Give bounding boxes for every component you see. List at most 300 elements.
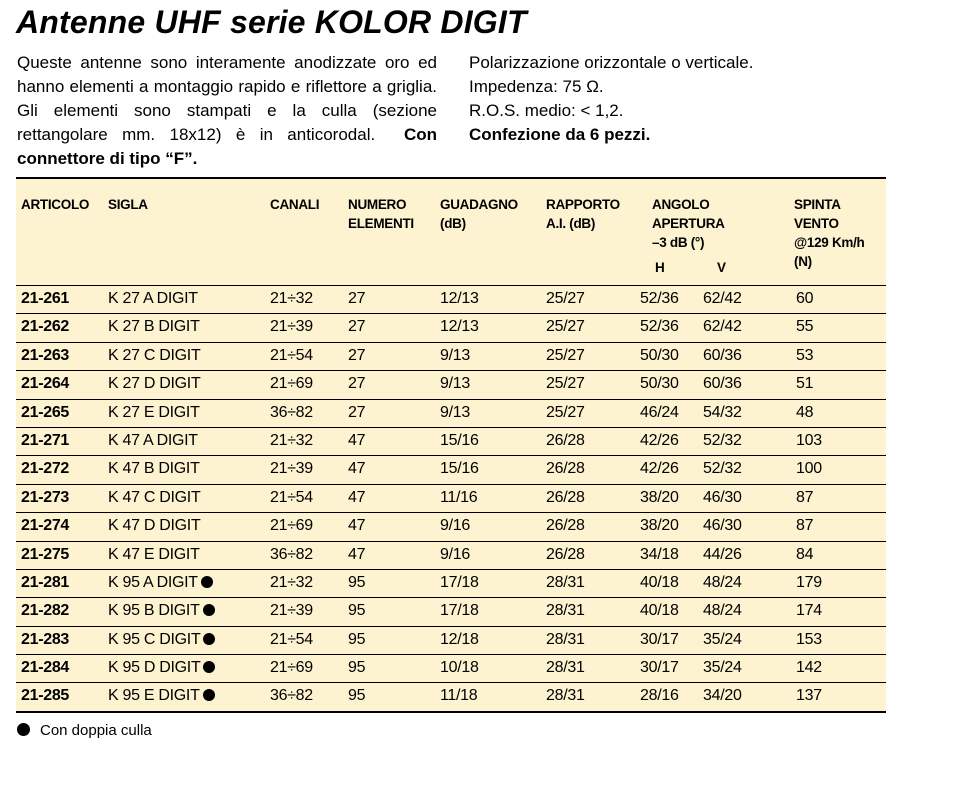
cell-spinta-text: 51 [796,375,814,393]
cell-guadagno-text: 12/13 [440,290,479,307]
cell-angolo-v-text: 62/42 [703,290,742,307]
cell-spinta-text: 84 [796,545,814,563]
table-row [16,683,886,712]
cell-spinta [796,659,822,677]
cell-articolo [21,404,69,422]
cell-numero-text: 47 [348,460,366,478]
cell-spinta [796,432,822,450]
cell-articolo [21,347,69,365]
cell-spinta-text: 48 [796,403,814,421]
cell-canali-text: 21÷32 [270,431,313,449]
cell-angolo-h [640,432,679,450]
cell-guadagno [440,574,479,592]
cell-sigla-text: K 27 D DIGIT [108,375,201,393]
cell-canali [270,318,313,336]
cell-sigla-text: K 27 C DIGIT [108,346,201,364]
header-rapporto-line2: A.I. (dB) [546,216,596,231]
cell-rapporto-text: 26/28 [546,517,585,535]
cell-sigla-text: K 47 A DIGIT [108,431,198,449]
cell-numero-text: 47 [348,545,366,563]
cell-rapporto [546,574,585,592]
cell-rapporto [546,517,585,535]
cell-rapporto [546,546,585,564]
cell-angolo-h [640,489,679,507]
double-cradle-dot-icon [203,604,215,616]
cell-articolo-text: 21-274 [21,517,70,535]
cell-spinta [796,460,822,478]
table-row [16,428,886,456]
header-rapporto [546,195,620,233]
cell-guadagno [440,659,479,677]
header-angolo-h [655,258,664,277]
cell-canali [270,574,313,592]
cell-angolo-v [703,659,742,677]
cell-numero [348,489,365,507]
cell-guadagno [440,375,470,393]
cell-guadagno-text: 10/18 [440,659,479,677]
cell-rapporto-text: 26/28 [546,460,585,478]
spec-ros: R.O.S. medio: < 1,2. [469,101,624,120]
cell-numero [348,602,365,620]
cell-canali-text: 21÷54 [270,630,313,648]
cell-numero [348,687,365,705]
cell-canali [270,290,313,308]
cell-angolo-h-text: 30/17 [640,659,679,677]
cell-guadagno [440,290,479,308]
cell-canali [270,404,313,422]
cell-numero-text: 27 [348,375,366,393]
cell-angolo-h [640,347,679,365]
cell-sigla [108,659,215,677]
cell-sigla [108,290,198,308]
cell-guadagno-text: 9/13 [440,403,470,421]
cell-angolo-h [640,687,679,705]
cell-articolo-text: 21-273 [21,488,70,506]
cell-angolo-v [703,687,742,705]
cell-rapporto [546,602,585,620]
cell-guadagno [440,602,479,620]
cell-canali-text: 21÷32 [270,290,313,307]
cell-canali-text: 21÷39 [270,318,313,336]
cell-guadagno-text: 11/16 [440,488,478,506]
cell-spinta-text: 53 [796,346,814,364]
cell-rapporto [546,489,585,507]
cell-numero-text: 95 [348,573,366,591]
cell-rapporto [546,460,585,478]
cell-rapporto-text: 28/31 [546,659,585,677]
cell-numero-text: 47 [348,431,366,449]
cell-articolo-text: 21-282 [21,602,70,620]
header-spinta-line2: VENTO [794,216,839,231]
header-numero-line2: ELEMENTI [348,216,414,231]
cell-guadagno-text: 12/18 [440,630,479,648]
cell-numero-text: 27 [348,318,366,336]
cell-canali-text: 36÷82 [270,545,313,563]
cell-rapporto-text: 26/28 [546,488,585,506]
cell-canali-text: 21÷69 [270,375,313,393]
header-sigla-label: SIGLA [108,197,148,212]
cell-angolo-h [640,602,679,620]
cell-angolo-h [640,404,679,422]
cell-canali [270,631,313,649]
cell-canali-text: 21÷69 [270,517,313,535]
cell-guadagno-text: 9/16 [440,545,470,563]
cell-numero [348,375,365,393]
cell-angolo-v-text: 48/24 [703,602,742,620]
table-row [16,570,886,598]
cell-spinta [796,404,813,422]
header-angolo-h-label: H [655,260,665,275]
cell-numero [348,546,365,564]
header-numero-line1: NUMERO [348,197,407,212]
cell-angolo-v [703,574,742,592]
cell-articolo [21,318,69,336]
cell-guadagno-text: 11/18 [440,687,478,705]
cell-spinta [796,290,813,308]
cell-rapporto [546,631,585,649]
double-cradle-dot-icon [203,633,215,645]
cell-guadagno-text: 9/13 [440,375,470,393]
cell-angolo-h-text: 50/30 [640,346,679,364]
intro-paragraph [17,51,437,171]
cell-numero [348,347,365,365]
cell-angolo-v-text: 44/26 [703,545,742,563]
specs-block [469,51,889,147]
spec-package: Confezione da 6 pezzi. [469,125,651,144]
cell-sigla [108,574,213,592]
cell-angolo-h [640,517,679,535]
table-row [16,513,886,541]
spec-polarization: Polarizzazione orizzontale o verticale. [469,53,754,72]
cell-angolo-v [703,318,742,336]
table-row [16,655,886,683]
cell-articolo [21,687,69,705]
cell-articolo-text: 21-263 [21,346,70,364]
cell-angolo-v [703,432,742,450]
header-spinta-line3: @129 Km/h [794,235,865,250]
cell-sigla-text: K 27 A DIGIT [108,290,198,307]
cell-sigla [108,489,200,507]
cell-sigla-text: K 95 D DIGIT [108,659,201,677]
cell-rapporto-text: 25/27 [546,375,585,393]
double-cradle-dot-icon [203,661,215,673]
cell-numero-text: 27 [348,403,366,421]
cell-sigla-text: K 47 C DIGIT [108,488,201,506]
table-header [16,179,886,286]
cell-spinta-text: 87 [796,517,814,535]
cell-articolo-text: 21-262 [21,318,70,336]
cell-spinta-text: 174 [796,602,822,620]
cell-canali-text: 21÷39 [270,602,313,620]
cell-guadagno-text: 17/18 [440,602,479,620]
cell-sigla [108,347,200,365]
cell-numero-text: 27 [348,346,366,364]
cell-guadagno [440,347,470,365]
cell-articolo [21,659,69,677]
header-articolo-label: ARTICOLO [21,197,90,212]
table-body [16,286,886,713]
cell-spinta-text: 153 [796,630,822,648]
cell-spinta [796,602,822,620]
cell-spinta-text: 142 [796,659,822,677]
cell-angolo-v-text: 48/24 [703,573,742,591]
cell-canali-text: 36÷82 [270,687,313,705]
cell-angolo-h-text: 52/36 [640,318,679,336]
cell-numero-text: 95 [348,630,366,648]
table-row [16,542,886,570]
cell-rapporto [546,375,585,393]
cell-rapporto-text: 28/31 [546,687,585,705]
cell-articolo-text: 21-272 [21,460,70,478]
cell-rapporto-text: 25/27 [546,346,585,364]
cell-angolo-v-text: 34/20 [703,687,742,705]
cell-spinta-text: 179 [796,573,822,591]
header-rapporto-line1: RAPPORTO [546,197,620,212]
cell-numero [348,574,365,592]
cell-angolo-v-text: 60/36 [703,375,742,393]
product-table [16,177,886,713]
cell-articolo [21,432,69,450]
cell-rapporto-text: 28/31 [546,602,585,620]
cell-spinta-text: 137 [796,687,822,705]
header-guadagno-line1: GUADAGNO [440,197,518,212]
cell-numero [348,631,365,649]
cell-canali [270,517,313,535]
cell-angolo-h-text: 30/17 [640,630,679,648]
cell-rapporto-text: 25/27 [546,318,585,336]
cell-canali [270,489,313,507]
cell-numero [348,517,365,535]
header-canali [270,195,319,214]
cell-canali [270,602,313,620]
cell-angolo-h-text: 40/18 [640,602,679,620]
table-row [16,371,886,399]
cell-articolo-text: 21-261 [21,290,70,307]
cell-rapporto [546,659,585,677]
cell-spinta-text: 60 [796,290,814,307]
cell-angolo-v-text: 46/30 [703,488,742,506]
cell-canali-text: 21÷32 [270,573,313,591]
cell-rapporto [546,318,585,336]
cell-numero [348,460,365,478]
cell-articolo-text: 21-281 [21,573,70,591]
cell-canali [270,375,313,393]
cell-articolo [21,602,69,620]
header-angolo-line2: APERTURA [652,216,725,231]
cell-articolo [21,460,69,478]
table-row [16,485,886,513]
cell-guadagno-text: 9/13 [440,346,470,364]
cell-articolo-text: 21-264 [21,375,70,393]
cell-spinta-text: 103 [796,431,822,449]
cell-guadagno [440,432,479,450]
cell-angolo-v-text: 60/36 [703,346,742,364]
cell-numero-text: 95 [348,659,366,677]
cell-angolo-v [703,404,742,422]
cell-canali-text: 21÷39 [270,460,313,478]
header-articolo [21,195,89,214]
header-guadagno [440,195,518,233]
cell-canali [270,687,313,705]
cell-angolo-v-text: 62/42 [703,318,742,336]
cell-angolo-h-text: 46/24 [640,403,679,421]
cell-angolo-v-text: 46/30 [703,517,742,535]
cell-rapporto [546,347,585,365]
cell-canali [270,659,313,677]
cell-guadagno-text: 17/18 [440,573,479,591]
cell-guadagno [440,460,479,478]
footnote [17,722,152,739]
cell-rapporto [546,290,585,308]
cell-angolo-h [640,375,679,393]
cell-angolo-v-text: 54/32 [703,403,742,421]
cell-spinta-text: 87 [796,488,814,506]
cell-angolo-h [640,546,679,564]
cell-rapporto [546,687,585,705]
table-row [16,456,886,484]
cell-articolo-text: 21-284 [21,659,70,677]
footnote-text: Con doppia culla [40,722,152,739]
cell-guadagno-text: 12/13 [440,318,479,336]
cell-angolo-v [703,546,742,564]
cell-canali-text: 21÷54 [270,488,313,506]
cell-articolo-text: 21-285 [21,687,70,705]
cell-spinta [796,517,813,535]
cell-angolo-v [703,489,742,507]
table-row [16,627,886,655]
cell-canali-text: 36÷82 [270,403,313,421]
header-angolo-v [717,258,726,277]
cell-angolo-v [703,631,742,649]
cell-sigla-text: K 47 D DIGIT [108,517,201,535]
cell-angolo-v-text: 35/24 [703,659,742,677]
cell-guadagno [440,489,477,507]
cell-angolo-h-text: 42/26 [640,460,679,478]
cell-numero-text: 47 [348,517,366,535]
cell-guadagno [440,546,470,564]
cell-articolo-text: 21-271 [21,431,70,449]
header-angolo-line1: ANGOLO [652,197,710,212]
cell-sigla [108,517,200,535]
cell-canali [270,460,313,478]
table-row [16,598,886,626]
cell-sigla [108,432,198,450]
cell-canali [270,432,313,450]
cell-articolo [21,375,69,393]
cell-guadagno [440,687,477,705]
double-cradle-dot-icon [203,689,215,701]
cell-rapporto-text: 26/28 [546,545,585,563]
cell-angolo-v [703,290,742,308]
cell-spinta-text: 100 [796,460,822,478]
cell-angolo-h [640,631,679,649]
cell-sigla [108,460,200,478]
cell-angolo-v-text: 52/32 [703,431,742,449]
spec-impedance: Impedenza: 75 Ω. [469,77,604,96]
cell-sigla-text: K 95 E DIGIT [108,687,200,705]
cell-canali [270,546,313,564]
cell-angolo-h-text: 28/16 [640,687,679,705]
header-spinta-line1: SPINTA [794,197,841,212]
cell-angolo-v [703,375,742,393]
cell-angolo-h [640,290,679,308]
cell-sigla-text: K 95 C DIGIT [108,630,201,648]
cell-numero-text: 27 [348,290,366,307]
cell-angolo-h-text: 34/18 [640,545,679,563]
page-title: Antenne UHF serie KOLOR DIGIT [16,4,527,40]
cell-articolo [21,546,69,564]
cell-guadagno-text: 15/16 [440,431,479,449]
cell-articolo [21,631,69,649]
header-canali-label: CANALI [270,197,320,212]
cell-sigla [108,687,215,705]
intro-text: Queste antenne sono interamente anodizzate oro ed hanno elementi a montaggio rapido e riflettore a griglia. Gli elementi sono stampati e la culla (sezione rettangolare mm. 18x12) è in anticorodal. [17,53,437,144]
cell-canali-text: 21÷69 [270,659,313,677]
cell-sigla [108,631,215,649]
header-spinta-line4: (N) [794,254,812,269]
cell-angolo-h-text: 38/20 [640,517,679,535]
cell-sigla-text: K 47 B DIGIT [108,460,200,478]
cell-guadagno-text: 9/16 [440,517,470,535]
cell-angolo-h [640,659,679,677]
cell-sigla-text: K 27 E DIGIT [108,403,200,421]
cell-rapporto-text: 28/31 [546,573,585,591]
cell-angolo-v [703,517,742,535]
cell-angolo-h-text: 40/18 [640,573,679,591]
cell-sigla-text: K 47 E DIGIT [108,545,200,563]
cell-spinta [796,687,822,705]
header-sigla [108,195,148,214]
cell-sigla [108,404,200,422]
intro-connector-note: Con connettore di tipo “F”. [17,125,437,168]
cell-angolo-v [703,602,742,620]
table-row [16,343,886,371]
cell-angolo-v [703,347,742,365]
cell-articolo [21,574,69,592]
cell-sigla-text: K 95 A DIGIT [108,573,198,591]
cell-angolo-h [640,318,679,336]
cell-articolo-text: 21-265 [21,403,70,421]
cell-angolo-h-text: 38/20 [640,488,679,506]
cell-spinta [796,489,813,507]
cell-canali-text: 21÷54 [270,346,313,364]
cell-spinta [796,546,813,564]
cell-numero [348,432,365,450]
cell-rapporto-text: 25/27 [546,403,585,421]
cell-spinta [796,347,813,365]
cell-numero-text: 95 [348,687,366,705]
cell-guadagno [440,318,479,336]
cell-rapporto [546,432,585,450]
cell-sigla [108,602,215,620]
cell-numero [348,290,365,308]
table-row [16,286,886,314]
cell-numero [348,659,365,677]
cell-spinta [796,631,822,649]
cell-guadagno [440,517,470,535]
cell-guadagno-text: 15/16 [440,460,479,478]
cell-sigla-text: K 27 B DIGIT [108,318,200,336]
bullet-dot-icon [17,723,30,736]
table-row [16,400,886,428]
cell-rapporto [546,404,585,422]
cell-articolo-text: 21-275 [21,545,70,563]
cell-spinta [796,318,813,336]
cell-spinta [796,574,822,592]
table-row [16,314,886,342]
header-guadagno-line2: (dB) [440,216,466,231]
header-angolo [652,195,725,252]
